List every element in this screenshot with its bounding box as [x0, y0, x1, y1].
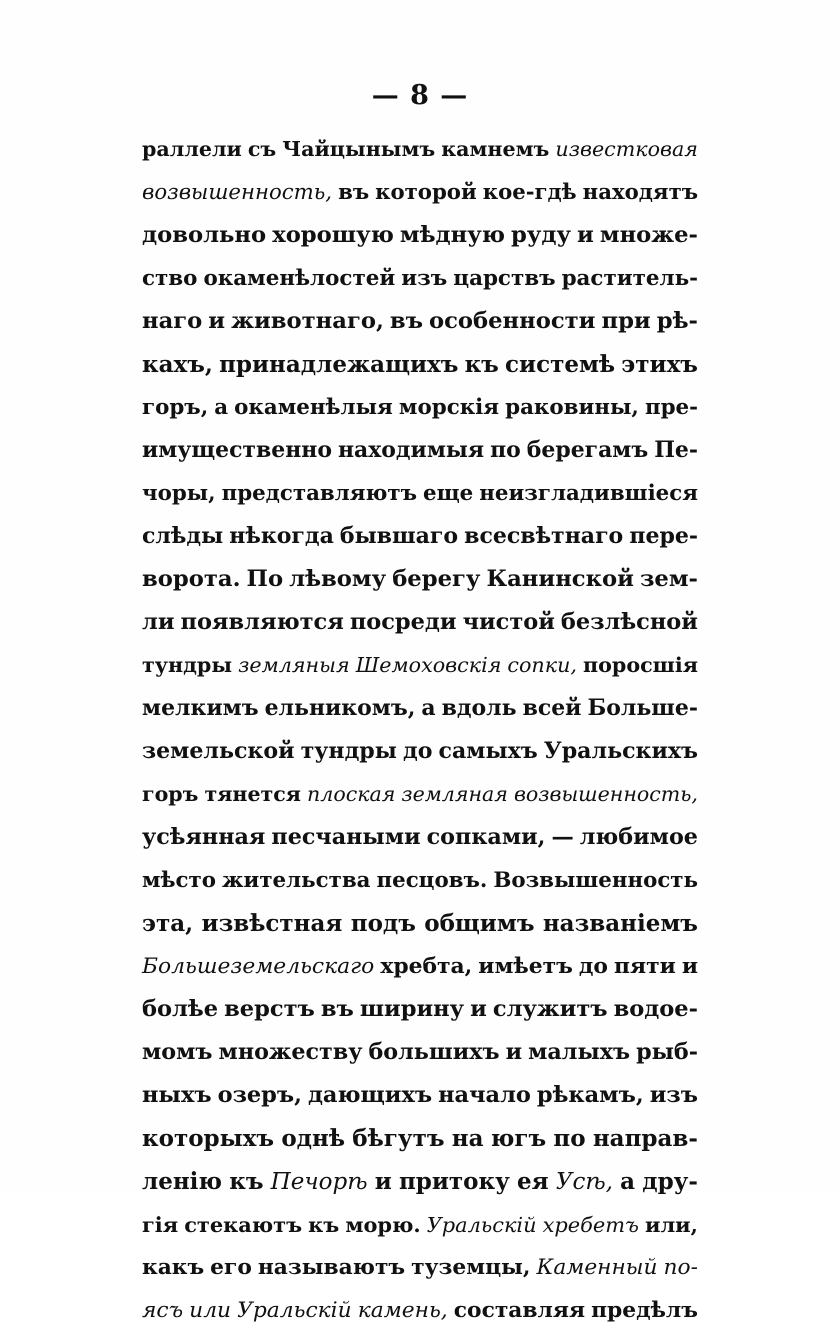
word: а: [214, 395, 229, 420]
italic-word: возвышенность,: [513, 782, 698, 806]
word: множеству: [218, 1039, 363, 1065]
word: къ: [308, 1212, 340, 1237]
text-line: [142, 601, 698, 644]
word: зем-: [639, 566, 698, 592]
text-line: [142, 988, 698, 1031]
italic-word: Усѣ,: [555, 1169, 613, 1195]
word: сопками,: [426, 824, 546, 850]
word: находятъ: [582, 180, 698, 205]
text-line: [142, 386, 698, 429]
word: изъ: [401, 266, 448, 291]
word: системѣ: [505, 351, 616, 378]
word: общимъ: [424, 910, 535, 937]
text-line: [142, 558, 698, 601]
word: камнемъ: [441, 137, 550, 161]
word: жительства: [221, 868, 371, 893]
word: слѣды: [142, 523, 224, 549]
word: еще: [423, 481, 474, 506]
word: начало: [438, 1082, 531, 1108]
text-line: [142, 1160, 698, 1203]
word: хребта,: [380, 954, 473, 979]
word: служитъ: [492, 996, 608, 1022]
word: земельской: [142, 738, 295, 764]
italic-word: или: [189, 1298, 232, 1323]
text-line: [142, 945, 698, 988]
word: рѣкамъ,: [536, 1082, 644, 1108]
word: горъ,: [142, 395, 209, 420]
word: а: [620, 1168, 636, 1195]
word: кахъ,: [142, 351, 213, 378]
word: малыхъ: [528, 1039, 631, 1065]
word: названіемъ: [542, 910, 698, 937]
word: которой: [375, 180, 477, 205]
italic-word: земляная: [401, 782, 508, 806]
word: окаменѣлостей: [203, 266, 396, 291]
italic-word: Уральскій: [237, 1298, 352, 1323]
text-line: [142, 1074, 698, 1117]
word: Чайцынымъ: [282, 137, 436, 161]
word: Канинской: [486, 566, 634, 592]
word: тянется: [204, 782, 301, 806]
word: мѣсто: [142, 868, 216, 893]
word: берегамъ: [526, 437, 649, 463]
word: чоры,: [142, 481, 216, 506]
text-line: [142, 687, 698, 730]
word: ство: [142, 266, 198, 291]
word: ея: [517, 1168, 549, 1195]
italic-word: хребетъ: [542, 1213, 639, 1237]
word: и: [470, 996, 487, 1022]
word: появляются: [180, 609, 344, 635]
word: наго: [142, 308, 203, 334]
italic-word: Уральскій: [426, 1213, 537, 1237]
word: лѣвому: [289, 566, 387, 592]
word: принадлежащихъ: [219, 351, 459, 378]
word: этихъ: [621, 351, 698, 378]
text-line: [142, 472, 698, 515]
word: довольно: [142, 222, 267, 248]
word: и: [681, 954, 698, 979]
word: извѣстная: [201, 910, 343, 937]
word: Больше-: [587, 695, 698, 721]
italic-word: камень,: [357, 1298, 448, 1323]
italic-word: по-: [663, 1255, 698, 1280]
word: всей: [522, 695, 582, 721]
word: множе-: [599, 222, 698, 248]
word: ленію: [142, 1168, 223, 1195]
page-number: — 8 —: [371, 80, 469, 111]
word: момъ: [142, 1039, 213, 1065]
word: или,: [644, 1212, 698, 1237]
word: и: [577, 222, 594, 248]
word: подъ: [350, 910, 416, 937]
word: гія: [142, 1212, 179, 1237]
word: и: [505, 1039, 523, 1065]
text-line: [142, 300, 698, 343]
text-line: [142, 1289, 698, 1332]
word: озеръ,: [217, 1082, 302, 1108]
word: ширину: [359, 996, 465, 1022]
text-line: [142, 214, 698, 257]
word: а: [421, 695, 436, 721]
word: безлѣсной: [560, 609, 698, 635]
word: представляютъ: [221, 481, 417, 506]
word: По: [246, 566, 284, 592]
word: по: [553, 1125, 586, 1152]
text-line: [142, 257, 698, 300]
word: ныхъ: [142, 1082, 212, 1108]
text-line: [142, 515, 698, 558]
word: песцовъ.: [376, 868, 488, 893]
word: съ: [247, 137, 277, 161]
word: особенности: [429, 308, 596, 334]
word: и: [208, 308, 226, 334]
word: пере-: [629, 523, 698, 549]
word: имѣетъ: [478, 954, 573, 979]
word: самыхъ: [438, 738, 538, 764]
italic-word: Печорѣ: [270, 1169, 368, 1195]
word: въ: [389, 308, 423, 334]
word: до: [578, 954, 608, 979]
word: раковины,: [505, 395, 639, 420]
text-line: [142, 429, 698, 472]
word: какъ: [142, 1255, 205, 1280]
text-line: [142, 171, 698, 214]
word: дающихъ: [307, 1082, 433, 1108]
word: вдоль: [441, 695, 517, 721]
word: тундры: [142, 653, 233, 677]
word: руду: [511, 222, 571, 248]
word: Возвышенность: [493, 868, 698, 893]
text-line: [142, 1117, 698, 1160]
word: Пе-: [654, 437, 698, 463]
italic-word: известковая: [555, 137, 698, 161]
word: морскія: [398, 395, 500, 420]
word: мелкимъ: [142, 695, 259, 721]
italic-word: Каменный: [536, 1255, 658, 1280]
word: пре-: [644, 395, 698, 420]
text-line: [142, 816, 698, 859]
text-line: [142, 773, 698, 816]
word: ли: [142, 609, 175, 635]
word: эта,: [142, 910, 194, 937]
word: составляя: [453, 1298, 586, 1323]
word: бѣгутъ: [352, 1125, 445, 1152]
word: раллели: [142, 137, 242, 161]
word: любимое: [579, 824, 698, 850]
word: песчаными: [271, 824, 421, 850]
word: стекаютъ: [184, 1212, 303, 1237]
word: Уральскихъ: [543, 738, 698, 764]
word: водое-: [613, 996, 698, 1022]
word: ворота.: [142, 566, 241, 592]
word: царствъ: [453, 266, 556, 291]
word: къ: [464, 351, 499, 378]
word: чистой: [462, 609, 555, 635]
word: пяти: [614, 954, 676, 979]
text-line: [142, 1246, 698, 1289]
word: изъ: [649, 1082, 698, 1108]
word: предѣлъ: [591, 1298, 698, 1323]
word: большихъ: [368, 1039, 500, 1065]
italic-word: ясъ: [142, 1298, 184, 1323]
word: всесвѣтнаго: [464, 523, 624, 549]
word: и: [374, 1168, 392, 1195]
word: притоку: [398, 1168, 510, 1195]
word: рыб-: [636, 1039, 698, 1065]
word: неизгладившіеся: [479, 481, 698, 506]
word: мѣдную: [399, 222, 505, 248]
word: имущественно: [142, 437, 332, 463]
word: которыхъ: [142, 1125, 275, 1152]
word: до: [402, 738, 433, 764]
word: тундры: [300, 738, 397, 764]
word: въ: [320, 996, 354, 1022]
word: югъ: [490, 1125, 547, 1152]
word: въ: [338, 180, 370, 205]
word: посреди: [349, 609, 457, 635]
word: бывшаго: [339, 523, 459, 549]
text-line: [142, 1031, 698, 1074]
word: болѣе: [142, 996, 219, 1022]
text-line: [142, 1203, 698, 1246]
word: морю.: [345, 1212, 421, 1237]
word: усѣянная: [142, 824, 266, 850]
text-line: [142, 730, 698, 773]
word: однѣ: [281, 1125, 345, 1152]
word: окаменѣлыя: [234, 395, 393, 420]
word: по: [490, 437, 521, 463]
word: нѣкогда: [229, 523, 334, 549]
text-line: [142, 859, 698, 902]
text-line: [142, 644, 698, 687]
word: направ-: [592, 1125, 698, 1152]
word: ельникомъ,: [264, 695, 416, 721]
word: находимыя: [337, 437, 485, 463]
word: поросшія: [582, 653, 698, 677]
italic-word: возвышенность,: [142, 180, 333, 205]
word: рѣ-: [656, 308, 698, 334]
word: раститель-: [561, 266, 698, 291]
italic-word: Большеземельскаго: [142, 954, 375, 979]
italic-word: Шемоховскія: [355, 653, 502, 677]
word: къ: [229, 1168, 264, 1195]
word: хорошую: [272, 222, 394, 248]
text-line: [142, 343, 698, 386]
word: животнаго,: [231, 308, 384, 334]
body-text: [142, 128, 698, 1332]
italic-word: земляныя: [238, 653, 350, 677]
word: верстъ: [224, 996, 315, 1022]
text-line: [142, 902, 698, 945]
italic-word: плоская: [307, 782, 396, 806]
word: берегу: [392, 566, 481, 592]
word: горъ: [142, 782, 199, 806]
word: —: [551, 824, 574, 850]
word: туземцы,: [411, 1255, 531, 1280]
text-line: [142, 128, 698, 171]
word: называютъ: [257, 1255, 406, 1280]
italic-word: сопки,: [507, 653, 577, 677]
word: на: [451, 1125, 484, 1152]
word: при: [601, 308, 651, 334]
word: его: [210, 1255, 252, 1280]
word: кое-гдѣ: [482, 180, 577, 205]
word: дру-: [642, 1168, 698, 1195]
